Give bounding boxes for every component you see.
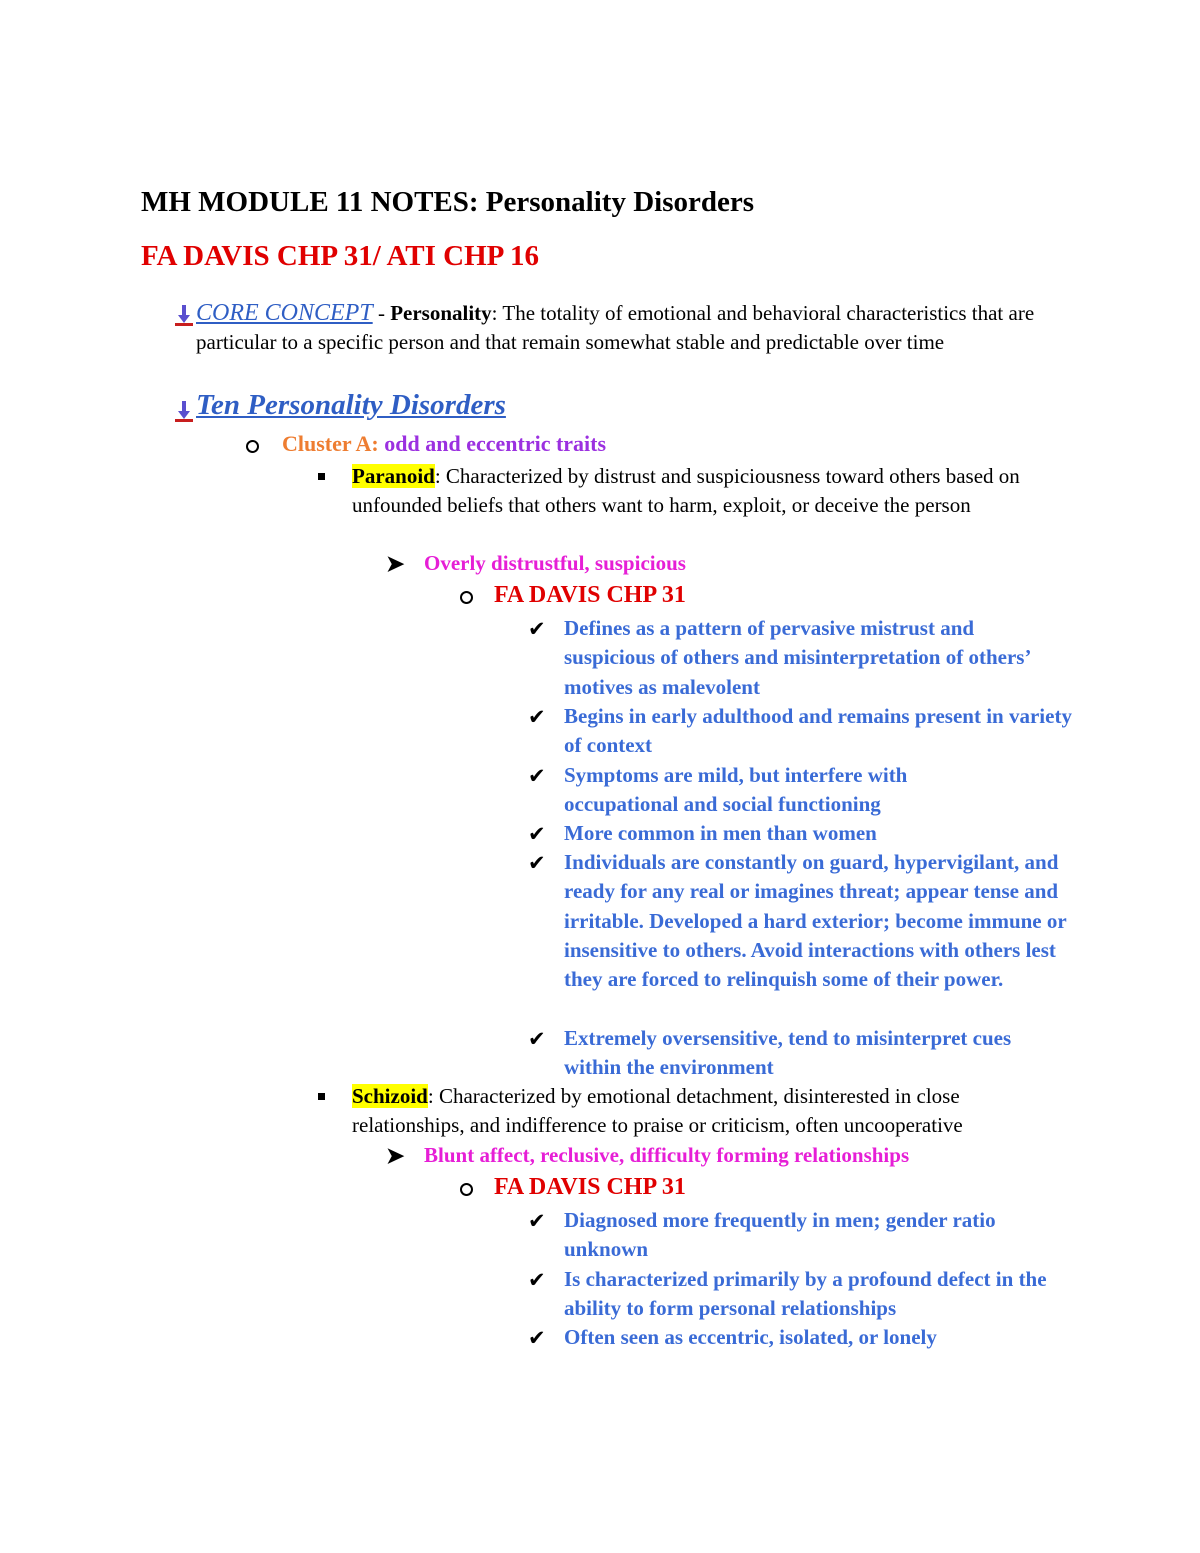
checkmark-icon: ✔	[528, 1268, 546, 1292]
circle-bullet-icon	[460, 591, 473, 604]
checkmark-icon: ✔	[528, 764, 546, 788]
schizoid-point: Is characterized primarily by a profound defect in the ability to form personal relationships	[564, 1267, 1047, 1321]
paranoid-point: Extremely oversensitive, tend to misinterpret cues within the environment	[564, 1026, 1012, 1080]
checkmark-icon: ✔	[528, 1326, 546, 1350]
schizoid-item	[352, 1082, 1072, 1140]
schizoid-term: Schizoid	[352, 1084, 428, 1108]
core-concept-link[interactable]: CORE CONCEPT	[196, 300, 373, 326]
checkmark-icon: ✔	[528, 1209, 546, 1233]
checkmark-icon: ✔	[528, 1027, 546, 1051]
arrowhead-bullet-icon: ➤	[386, 551, 405, 576]
arrow-down-bullet-icon	[172, 399, 196, 423]
checkmark-icon: ✔	[528, 822, 546, 846]
square-bullet-icon	[318, 1093, 325, 1100]
paranoid-summary: Overly distrustful, suspicious	[424, 551, 686, 575]
checkmark-icon: ✔	[528, 851, 546, 875]
personality-term: Personality	[390, 301, 492, 325]
page-title: MH MODULE 11 NOTES: Personality Disorders	[141, 186, 755, 218]
schizoid-point: Often seen as eccentric, isolated, or lonely	[564, 1325, 937, 1349]
circle-bullet-icon	[460, 1183, 473, 1196]
checkmark-icon: ✔	[528, 705, 546, 729]
arrowhead-bullet-icon: ➤	[386, 1143, 405, 1168]
cluster-a-desc: odd and eccentric traits	[378, 431, 607, 456]
paranoid-point: More common in men than women	[564, 821, 877, 845]
personality-definition: : The totality of emotional and behavioral characteristics that are particular to a specific person and that remain somewhat stable and predictable over time	[196, 301, 1035, 354]
ten-personality-disorders-link[interactable]: Ten Personality Disorders	[196, 389, 506, 421]
square-bullet-icon	[318, 473, 325, 480]
cluster-a-heading	[282, 431, 606, 457]
schizoid-summary: Blunt affect, reclusive, difficulty forming relationships	[424, 1143, 910, 1167]
paranoid-point: Defines as a pattern of pervasive mistrust and suspicious of others and misinterpretation of others’ motives as malevolent	[564, 616, 1030, 699]
page-subtitle: FA DAVIS CHP 31/ ATI CHP 16	[141, 240, 540, 272]
arrow-down-bullet-icon	[172, 303, 196, 327]
checkmark-icon: ✔	[528, 617, 546, 641]
core-concept-item	[196, 299, 1046, 357]
paranoid-point: Individuals are constantly on guard, hypervigilant, and ready for any real or imagines threat; appear tense and irritable. Developed a hard exterior; become immune or insensitive to others. Avoid interactions with others lest they are forced to relinquish some of their power.	[564, 850, 1067, 992]
schizoid-source: FA DAVIS CHP 31	[494, 1174, 686, 1200]
dash: -	[372, 301, 391, 325]
schizoid-definition: : Characterized by emotional detachment, disinterested in close relationships, and indifference to praise or criticism, often uncooperative	[352, 1084, 963, 1137]
paranoid-definition: : Characterized by distrust and suspiciousness toward others based on unfounded beliefs that others want to harm, exploit, or deceive the person	[352, 464, 1020, 517]
paranoid-point: Begins in early adulthood and remains present in variety of context	[564, 704, 1072, 758]
paranoid-source: FA DAVIS CHP 31	[494, 582, 686, 608]
cluster-a-label: Cluster A:	[282, 431, 379, 456]
circle-bullet-icon	[246, 440, 259, 453]
paranoid-term: Paranoid	[352, 464, 435, 488]
paranoid-point: Symptoms are mild, but interfere with occupational and social functioning	[564, 763, 908, 817]
paranoid-item	[352, 462, 1052, 520]
schizoid-point: Diagnosed more frequently in men; gender ratio unknown	[564, 1208, 996, 1262]
